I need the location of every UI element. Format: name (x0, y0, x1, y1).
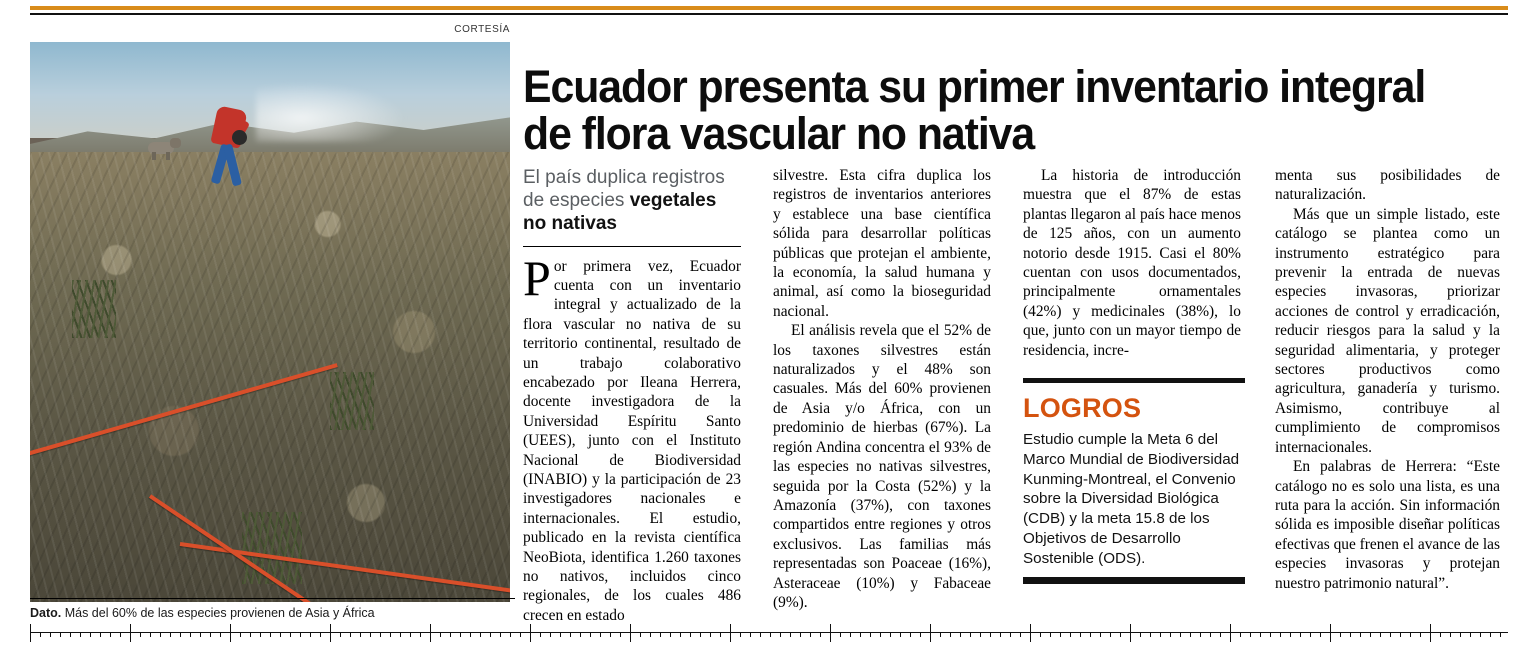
ruler-tick (1210, 632, 1211, 637)
ruler-tick (1190, 632, 1191, 637)
ruler-tick (330, 632, 331, 642)
ruler-tick (860, 632, 861, 637)
ruler-tick (1390, 632, 1391, 637)
ruler-tick (770, 632, 771, 637)
ruler-tick (160, 632, 161, 637)
logros-bottom-bar (1023, 577, 1245, 584)
ruler-tick (810, 632, 811, 637)
logros-top-bar (1023, 378, 1245, 383)
ruler-tick (1170, 632, 1171, 637)
ruler-tick (140, 632, 141, 637)
article-body (523, 166, 1508, 624)
ruler-tick (310, 632, 311, 637)
ruler-tick (990, 632, 991, 637)
article-column-2 (773, 166, 991, 612)
ruler-major-tick (1130, 624, 1131, 633)
ruler-tick (540, 632, 541, 637)
ruler-tick (1330, 632, 1331, 642)
ruler-tick (1010, 632, 1011, 637)
page-ruler (30, 622, 1508, 654)
ruler-tick (70, 632, 71, 637)
ruler-tick (660, 632, 661, 637)
photo-caption (30, 606, 515, 620)
ruler-major-tick (130, 624, 131, 633)
ruler-tick (590, 632, 591, 637)
ruler-tick (1410, 632, 1411, 637)
ruler-tick (340, 632, 341, 637)
ruler-tick (1480, 632, 1481, 637)
ruler-major-tick (530, 624, 531, 633)
ruler-tick (1290, 632, 1291, 637)
paragraph-text: or primera vez, Ecuador cuenta con un inventario integral y actualizado de la flora vascular no nativa de su territorio continental, resultado de un trabajo colaborativo encabezado por Ileana Herrera, docente investigadora de la Universidad Espíritu Santo (UEES), junto con el Instituto Nacional de Biodiversidad (INABIO) y la participación de 23 investigadores nacionales e internacionales. El estudio, publicado en la revista científica NeoBiota, identifica 1.260 taxones no nativos, incluidos cinco regionales, de los cuales 486 crecen en estado (523, 257, 741, 624)
logros-text: Estudio cumple la Meta 6 del Marco Mundial de Biodiversidad Kunming-Montreal, el Convenio sobre la Diversidad Biológica (CDB) y la meta 15.8 de los Objetivos de Desarrollo Sostenible (ODS). (1023, 431, 1240, 567)
ruler-tick (320, 632, 321, 637)
ruler-tick (1320, 632, 1321, 637)
ruler-major-tick (830, 624, 831, 633)
ruler-tick (750, 632, 751, 637)
ruler-tick (1400, 632, 1401, 637)
photo-grass-tuft (242, 512, 302, 584)
ruler-tick (890, 632, 891, 637)
ruler-tick (430, 632, 431, 642)
photo-grass-tuft (72, 280, 116, 338)
ruler-tick (930, 632, 931, 642)
ruler-tick (500, 632, 501, 637)
ruler-tick (460, 632, 461, 637)
ruler-tick (620, 632, 621, 637)
ruler-tick (450, 632, 451, 637)
ruler-tick (260, 632, 261, 637)
ruler-tick (1180, 632, 1181, 637)
ruler-tick (780, 632, 781, 637)
ruler-tick (200, 632, 201, 637)
ruler-tick (1050, 632, 1051, 637)
ruler-tick (800, 632, 801, 637)
ruler-tick (280, 632, 281, 637)
article-photo (30, 42, 510, 602)
ruler-tick (130, 632, 131, 642)
caption-text: Más del 60% de las especies provienen de Asia y África (61, 606, 375, 620)
ruler-major-tick (230, 624, 231, 633)
paragraph: En palabras de Herrera: “Este catálogo no es solo una lista, es una ruta para la acción. Sin información sólida es imposible diseñar políticas efectivas que frenen el avance de las especies invasoras y protejan nuestro patrimonio natural”. (1275, 458, 1500, 592)
ruler-tick (1130, 632, 1131, 642)
ruler-tick (170, 632, 171, 637)
ruler-tick (40, 632, 41, 637)
article-column-4 (1275, 166, 1500, 593)
ruler-tick (120, 632, 121, 637)
ruler-tick (210, 632, 211, 637)
ruler-tick (580, 632, 581, 637)
deck-part-1: El país duplica registros de especies (523, 167, 725, 212)
ruler-tick (240, 632, 241, 637)
paragraph (523, 249, 741, 626)
ruler-tick (1380, 632, 1381, 637)
ruler-tick (980, 632, 981, 637)
ruler-tick (1420, 632, 1421, 637)
ruler-tick (1240, 632, 1241, 637)
photo-smoke (256, 82, 406, 142)
paragraph: menta sus posibilidades de naturalización. (1275, 167, 1500, 204)
ruler-tick (370, 632, 371, 637)
ruler-tick (80, 632, 81, 637)
ruler-tick (650, 632, 651, 637)
ruler-tick (1030, 632, 1031, 642)
ruler-tick (230, 632, 231, 642)
ruler-major-tick (930, 624, 931, 633)
ruler-line (30, 632, 1508, 633)
ruler-tick (110, 632, 111, 637)
ruler-tick (1000, 632, 1001, 637)
top-rule-black (30, 13, 1508, 15)
article-column-1 (523, 166, 741, 625)
ruler-tick (960, 632, 961, 637)
ruler-tick (670, 632, 671, 637)
ruler-tick (1300, 632, 1301, 637)
ruler-tick (560, 632, 561, 637)
article-column-3 (1023, 166, 1241, 360)
ruler-tick (970, 632, 971, 637)
ruler-tick (1470, 632, 1471, 637)
ruler-tick (350, 632, 351, 637)
ruler-tick (870, 632, 871, 637)
ruler-tick (910, 632, 911, 637)
ruler-tick (190, 632, 191, 637)
ruler-tick (1200, 632, 1201, 637)
ruler-tick (1490, 632, 1491, 637)
ruler-tick (1450, 632, 1451, 637)
ruler-tick (550, 632, 551, 637)
ruler-tick (1070, 632, 1071, 637)
photo-person (198, 100, 262, 192)
ruler-tick (30, 632, 31, 642)
ruler-tick (640, 632, 641, 637)
ruler-tick (270, 632, 271, 637)
ruler-tick (610, 632, 611, 637)
ruler-tick (390, 632, 391, 637)
ruler-tick (470, 632, 471, 637)
ruler-tick (380, 632, 381, 637)
paragraph: La historia de introducción muestra que el 87% de estas plantas llegaron al país hace menos de 125 años, con un aumento notorio desde 1915. Casi el 80% cuentan con usos documentados, principalmente ornamentales (42%) y medicinales (38%), lo que, junto con un mayor tiempo de residencia, incre- (1023, 167, 1241, 359)
ruler-tick (730, 632, 731, 642)
ruler-tick (1080, 632, 1081, 637)
ruler-tick (1060, 632, 1061, 637)
ruler-tick (710, 632, 711, 637)
ruler-tick (1110, 632, 1111, 637)
ruler-tick (950, 632, 951, 637)
top-rule-orange (30, 6, 1508, 10)
ruler-tick (480, 632, 481, 637)
ruler-tick (790, 632, 791, 637)
ruler-major-tick (1430, 624, 1431, 633)
ruler-tick (220, 632, 221, 637)
ruler-tick (850, 632, 851, 637)
ruler-tick (520, 632, 521, 637)
ruler-tick (290, 632, 291, 637)
ruler-tick (490, 632, 491, 637)
ruler-tick (530, 632, 531, 642)
paragraph: silvestre. Esta cifra duplica los registros de inventarios anteriores y establece una base científica sólida para desarrollar políticas públicas que protejan el ambiente, la economía, la salud humana y animal, así como la bioseguridad nacional. (773, 167, 991, 320)
ruler-tick (1260, 632, 1261, 637)
ruler-tick (1220, 632, 1221, 637)
ruler-tick (720, 632, 721, 637)
ruler-tick (1020, 632, 1021, 637)
ruler-tick (920, 632, 921, 637)
ruler-tick (700, 632, 701, 637)
ruler-major-tick (730, 624, 731, 633)
ruler-tick (820, 632, 821, 637)
photo-animal (148, 138, 182, 160)
ruler-major-tick (630, 624, 631, 633)
ruler-major-tick (430, 624, 431, 633)
ruler-tick (1100, 632, 1101, 637)
ruler-tick (1270, 632, 1271, 637)
ruler-major-tick (1330, 624, 1331, 633)
ruler-tick (740, 632, 741, 637)
ruler-tick (1360, 632, 1361, 637)
ruler-tick (420, 632, 421, 637)
ruler-tick (1090, 632, 1091, 637)
ruler-tick (400, 632, 401, 637)
ruler-tick (760, 632, 761, 637)
deck-part-2: vegetales no nativas (523, 190, 717, 235)
ruler-tick (1440, 632, 1441, 637)
ruler-tick (100, 632, 101, 637)
ruler-tick (1150, 632, 1151, 637)
logros-box (1023, 378, 1245, 584)
ruler-tick (1350, 632, 1351, 637)
ruler-tick (1310, 632, 1311, 637)
page-title: Ecuador presenta su primer inventario integral de flora vascular no nativa (523, 61, 1426, 159)
ruler-tick (1430, 632, 1431, 642)
ruler-tick (50, 632, 51, 637)
photo-grass-tuft (330, 372, 374, 430)
ruler-tick (840, 632, 841, 637)
ruler-tick (570, 632, 571, 637)
ruler-tick (1120, 632, 1121, 637)
ruler-major-tick (30, 624, 31, 633)
photo-credit: CORTESÍA (454, 24, 510, 35)
ruler-major-tick (1230, 624, 1231, 633)
ruler-tick (300, 632, 301, 637)
ruler-tick (410, 632, 411, 637)
ruler-tick (680, 632, 681, 637)
ruler-tick (90, 632, 91, 637)
ruler-tick (900, 632, 901, 637)
logros-title: LOGROS (1023, 393, 1142, 423)
deck-rule (523, 246, 741, 247)
article-deck (523, 166, 741, 236)
ruler-tick (510, 632, 511, 637)
ruler-tick (630, 632, 631, 642)
ruler-tick (600, 632, 601, 637)
ruler-tick (830, 632, 831, 642)
ruler-tick (180, 632, 181, 637)
ruler-tick (1160, 632, 1161, 637)
ruler-tick (360, 632, 361, 637)
ruler-tick (440, 632, 441, 637)
photo-block (30, 42, 510, 602)
ruler-major-tick (1030, 624, 1031, 633)
ruler-tick (1140, 632, 1141, 637)
drop-cap: P (523, 249, 551, 306)
caption-rule (30, 598, 515, 599)
ruler-tick (60, 632, 61, 637)
ruler-major-tick (330, 624, 331, 633)
ruler-tick (250, 632, 251, 637)
ruler-tick (880, 632, 881, 637)
ruler-tick (940, 632, 941, 637)
ruler-tick (1250, 632, 1251, 637)
ruler-tick (1370, 632, 1371, 637)
ruler-tick (690, 632, 691, 637)
paragraph: El análisis revela que el 52% de los taxones silvestres están naturalizados y el 48% son casuales. Más del 60% provienen de Asia y/o África, con un predominio de hierbas (67%). La región Andina concentra el 93% de las especies no nativas silvestres, seguida por la Costa (52%) y la Amazonía (37%), con taxones compartidos entre regiones y otros exclusivos. Las familias más representadas son Poaceae (16%), Asteraceae (10%) y Fabaceae (9%). (773, 322, 991, 611)
ruler-tick (1280, 632, 1281, 637)
ruler-tick (1040, 632, 1041, 637)
ruler-tick (150, 632, 151, 637)
ruler-tick (1230, 632, 1231, 642)
ruler-tick (1500, 632, 1501, 637)
ruler-tick (1340, 632, 1341, 637)
paragraph: Más que un simple listado, este catálogo se plantea como un instrumento estratégico para prevenir la entrada de nuevas especies invasoras, priorizar acciones de control y erradicación, reducir riesgos para la salud y la seguridad alimentaria, y proteger sectores productivos como agricultura, ganadería y turismo. Asimismo, contribuye al cumplimiento de compromisos internacionales. (1275, 205, 1500, 456)
caption-label: Dato. (30, 606, 62, 620)
ruler-tick (1460, 632, 1461, 637)
